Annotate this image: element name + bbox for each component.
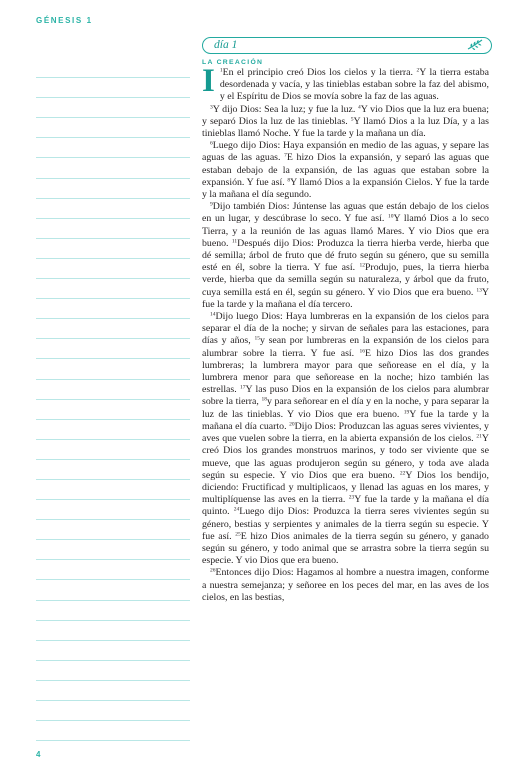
day-label: día 1 [214,39,238,51]
verse-text: E hizo Dios las dos grandes lumbreras; la lumbrera mayor para que señorease en el día, y la lumbrera menor para que señorease en la noche; hizo también las estrellas. [202,347,489,396]
verse-number: 6 [210,140,213,147]
verse-text: Y creó Dios los grandes monstruos marinos, y todo ser viviente que se mueve, que las aguas produjeron según su género, y toda ave alada según su especie. Y vio Dios que era bueno. [202,433,489,481]
verse-text: Y Dios los bendijo, diciendo: Fructificad y multiplicaos, y llenad las aguas en los mares, y multiplíquense las aves en la tierra. [202,469,489,506]
note-line [36,440,190,460]
verse-number: 26 [210,567,216,574]
note-line [36,319,190,339]
verse-text: Y vio Dios que la luz era buena; y separó Dios la luz de las tinieblas. [202,103,489,127]
notes-column [36,58,190,751]
verse-text: Y dijo Dios: Sea la luz; y fue la luz. [212,103,356,115]
verse-number: 15 [254,335,260,342]
verse-number: 5 [350,116,354,123]
verse-number: 22 [399,470,406,477]
verse-number: 1 [219,67,223,74]
verse-number: 7 [284,152,287,159]
paragraph [202,567,489,604]
note-line [36,540,190,560]
note-line [36,400,190,420]
verse-number: 23 [348,494,355,501]
section-heading: LA CREACIÓN [202,59,264,66]
note-line [36,199,190,219]
note-line [36,279,190,299]
verse-text: Y fue la tarde y la mañana el día quinto. [202,494,489,518]
verse-number: 12 [359,262,365,269]
note-line [36,420,190,440]
paragraph [202,104,489,141]
verse-text: y para señorear en el día y en la noche, y para separar la luz de las tinieblas. Y vio Dios que era bueno. [202,396,490,420]
note-line [36,661,190,681]
note-line [36,299,190,319]
verse-text: Produjo, pues, la tierra hierba verde, hierba que da semilla según su naturaleza, y árbol que da fruto, cuya semilla está en él, según su género. Y vio Dios que era bueno. [202,262,489,298]
note-line [36,480,190,500]
verse-number: 25 [235,531,241,538]
note-line [36,560,190,580]
verse-number: 9 [210,201,213,208]
verse-text: y sean por lumbreras en la expansión de los cielos para alumbrar sobre la tierra. Y fue así. [202,335,489,359]
verse-text: Dijo Dios: Produzcan las aguas seres vivientes, y aves que vuelen sobre la tierra, en la abierta expansión de los cielos. [202,420,489,445]
verse-number: 14 [210,311,216,318]
note-line [36,621,190,641]
paragraph [202,140,489,201]
verse-number: 11 [231,238,238,245]
note-line [36,259,190,279]
note-line [36,98,190,118]
paragraph [202,311,489,567]
verse-text: Y llamó Dios a la luz Día, y a las tinieblas llamó Noche. Y fue la tarde y la mañana un día. [202,115,489,140]
verse-text: Y fue la tarde y la mañana el día cuarto. [202,408,490,432]
verse-number: 18 [261,396,267,403]
note-line [36,601,190,621]
note-line [36,219,190,239]
verse-number: 20 [289,421,295,428]
verse-number: 4 [358,104,361,111]
scripture-text [202,63,490,604]
note-line [36,721,190,741]
verse-number: 21 [476,433,482,440]
verse-text: Y llamó Dios a la expansión Cielos. Y fue la tarde y la mañana el día segundo. [202,176,489,201]
verse-text: E hizo Dios la expansión, y separó las aguas que estaban debajo de la expansión, de las aguas que estaban sobre la expansión. Y fue así. [202,152,489,188]
verse-text: E hizo Dios animales de la tierra según su género, y ganado según su género, y todo animal que se arrastra sobre la tierra según su especie. Y vio Dios que era bueno. [202,530,489,567]
verse-text: Y las puso Dios en la expansión de los cielos para alumbrar sobre la tierra, [202,384,489,408]
note-line [36,239,190,259]
verse-text: Y la tierra estaba desordenada y vacía, y las tinieblas estaban sobre la faz del abismo, y el Espíritu de Dios se movía sobre la faz de las aguas. [219,67,489,103]
note-line [36,460,190,480]
verse-number: 17 [240,384,246,391]
note-line [36,641,190,661]
verse-text: Luego dijo Dios: Produzca la tierra seres vivientes según su género, bestias y serpientes y animales de la tierra según su especie. Y fue así. [202,506,490,542]
verse-text: Después dijo Dios: Produzca la tierra hierba verde, hierba que dé semilla; árbol de fruto que dé fruto según su género, que su semilla esté en él, sobre la tierra. Y fue así. [202,237,489,274]
paragraph [202,201,489,311]
verse-number: 2 [416,67,420,74]
verse-text: En el principio creó Dios los cielos y la tierra. [222,67,413,78]
verse-text: Y llamó Dios a lo seco Tierra, y a la reunión de las aguas llamó Mares. Y vio Dios que era bueno. [202,213,489,249]
verse-text: Entonces dijo Dios: Hagamos al hombre a nuestra imagen, conforme a nuestra semejanza; y señoree en los peces del mar, en las aves de los cielos, en las bestias, [202,567,489,603]
note-line [36,339,190,359]
verse-text: Luego dijo Dios: Haya expansión en medio de las aguas, y separe las aguas de las aguas. [202,140,489,164]
drop-cap: I [202,63,215,99]
paragraph [202,63,489,104]
verse-number: 10 [387,213,394,220]
note-line [36,58,190,78]
note-line [36,380,190,400]
day-banner [202,37,492,54]
verse-number: 24 [233,506,240,513]
verse-number: 13 [476,287,482,294]
note-line [36,520,190,540]
note-line [36,580,190,600]
verse-number: 19 [403,409,410,416]
running-head: GÉNESIS 1 [36,16,93,25]
verse-number: 16 [359,348,366,355]
note-line [36,179,190,199]
note-line [36,158,190,178]
note-line [36,701,190,721]
verse-text: Y fue la tarde y la mañana el día tercero. [202,286,489,310]
verse-text: Dijo también Dios: Júntense las aguas que están debajo de los cielos en un lugar, y descúbrase lo seco. Y fue así. [202,201,489,225]
note-line [36,500,190,520]
note-line [36,118,190,138]
page-number: 4 [36,750,41,759]
note-line [36,78,190,98]
verse-number: 8 [287,177,291,184]
verse-number: 3 [210,104,213,111]
verse-text: Dijo luego Dios: Haya lumbreras en la expansión de los cielos para separar el día de la noche; y sirvan de señales para las estaciones, para días y años, [202,311,489,347]
note-line [36,138,190,158]
note-line [36,359,190,379]
leaf-icon [467,39,483,51]
note-line [36,681,190,701]
